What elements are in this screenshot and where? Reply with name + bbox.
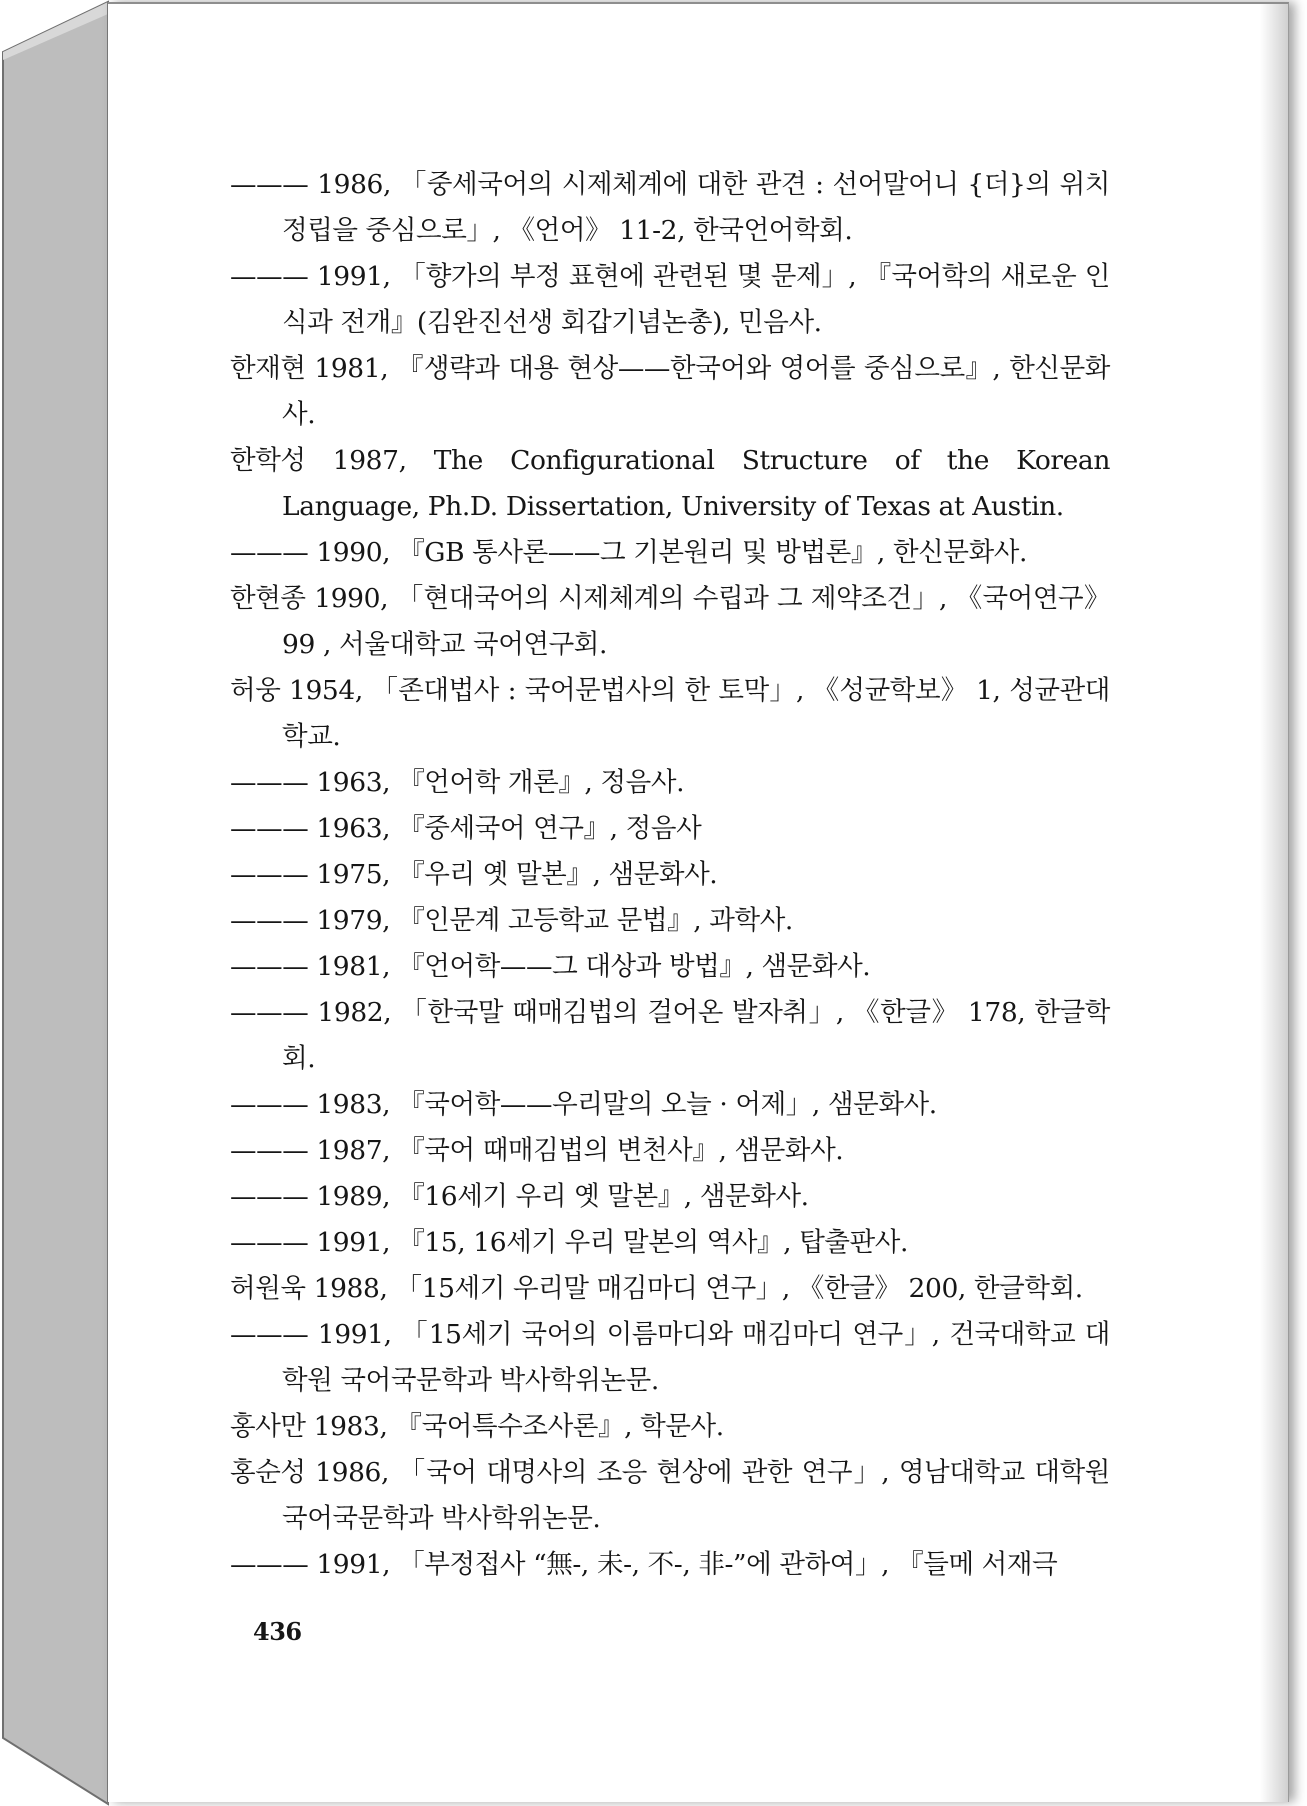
bibliography-entry: 허웅 1954, 「존대법사 : 국어문법사의 한 토막」, 《성균학보》 1, 성균관대학교. [230,675,1110,752]
bibliography-list [230,162,1110,1588]
bibliography-entry: ——— 1991, 「15세기 국어의 이름마디와 매김마디 연구」, 건국대학교 대학원 국어국문학과 박사학위논문. [230,1319,1110,1396]
bibliography-entry: ——— 1963, 『언어학 개론』, 정음사. [230,767,685,798]
bibliography-entry: ——— 1991, 「부정접사 “無-, 未-, 不-, 非-”에 관하여」, 『들메 서재극 [230,1549,1058,1580]
bibliography-entry: ——— 1983, 『국어학——우리말의 오늘 · 어제」, 샘문화사. [230,1089,937,1120]
bibliography-entry: ——— 1975, 『우리 옛 말본』, 샘문화사. [230,859,718,890]
bibliography-entry: ——— 1991, 「향가의 부정 표현에 관련된 몇 문제」, 『국어학의 새로운 인식과 전개』(김완진선생 회갑기념논총), 민음사. [230,261,1110,338]
bibliography-entry: ——— 1963, 『중세국어 연구』, 정음사 [230,813,702,844]
bibliography-entry: 홍순성 1986, 「국어 대명사의 조응 현상에 관한 연구」, 영남대학교 대학원 국어국문학과 박사학위논문. [230,1457,1110,1534]
bibliography-entry: 한현종 1990, 「현대국어의 시제체계의 수립과 그 제약조건」, 《국어연구》 99 , 서울대학교 국어연구회. [230,583,1110,660]
bibliography-entry: ——— 1987, 『국어 때매김법의 변천사』, 샘문화사. [230,1135,844,1166]
bibliography-entry: 한학성 1987, The Configurational Structure of the Korean Language, Ph.D. Dissertation, University of Texas at Austin. [230,445,1110,522]
page-edge-shadow [1260,4,1288,1802]
bibliography-entry: 한재현 1981, 『생략과 대용 현상——한국어와 영어를 중심으로』, 한신문화사. [230,353,1110,430]
bibliography-entry: ——— 1986, 「중세국어의 시제체계에 대한 관견 : 선어말어니 {더}의 위치정립을 중심으로」, 《언어》 11-2, 한국언어학회. [230,169,1110,246]
bibliography-entry: ——— 1991, 『15, 16세기 우리 말본의 역사』, 탑출판사. [230,1227,909,1258]
bibliography-entry: ——— 1990, 『GB 통사론——그 기본원리 및 방법론』, 한신문화사. [230,537,1028,568]
bibliography-entry: ——— 1981, 『언어학——그 대상과 방법』, 샘문화사. [230,951,871,982]
book-spine-edge [0,0,110,1806]
bibliography-entry: 홍사만 1983, 『국어특수조사론』, 학문사. [230,1411,724,1442]
bibliography-entry: ——— 1982, 「한국말 때매김법의 걸어온 발자취」, 《한글》 178, 한글학회. [230,997,1110,1074]
bibliography-entry: 허원욱 1988, 「15세기 우리말 매김마디 연구」, 《한글》 200, 한글학회. [230,1273,1083,1304]
bibliography-entry: ——— 1989, 『16세기 우리 옛 말본』, 샘문화사. [230,1181,809,1212]
page-number: 436 [253,1617,302,1646]
bibliography-entry: ——— 1979, 『인문계 고등학교 문법』, 과학사. [230,905,793,936]
